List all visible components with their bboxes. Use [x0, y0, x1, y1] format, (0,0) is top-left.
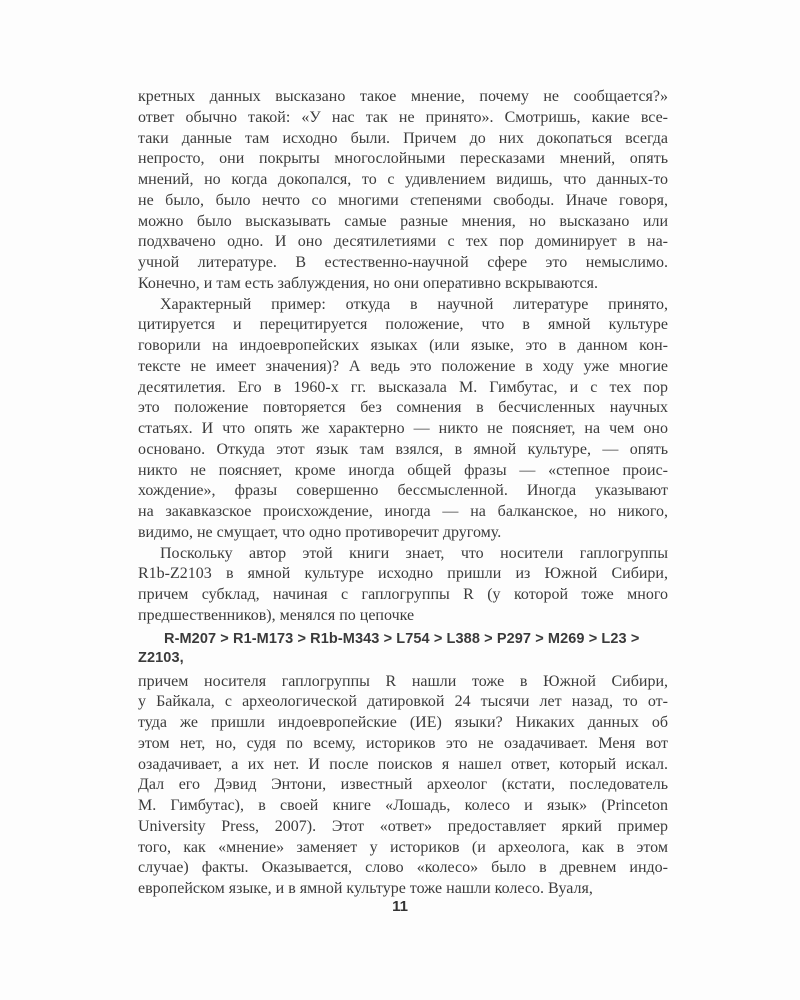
text-line: причем носителя гаплогруппы R нашли тоже в Южной Сибири,: [138, 672, 668, 690]
text-line: случае) факты. Оказывается, слово «колесо» было в древнем индо-: [138, 859, 668, 877]
page-text: [138, 87, 668, 900]
text-line: R1b-Z2103 в ямной культуре исходно пришли из Южной Сибири,: [138, 565, 668, 583]
text-line: туда же пришли индоевропейские (ИЕ) языки? Никаких данных об: [138, 714, 668, 731]
text-line: можно было высказывать самые разные мнения, но высказано или: [138, 212, 668, 230]
paragraph: [138, 544, 668, 627]
text-line: предшественников), менялся по цепочке: [138, 606, 415, 624]
text-line: причем субклад, начиная с гаплогруппы R (у которой тоже много: [138, 586, 668, 603]
text-line: видимо, не смущает, что одно противоречит другому.: [138, 523, 502, 541]
text-line: европейском языке, и в ямной культуре тоже нашли колесо. Вуаля,: [138, 880, 593, 897]
text-line: это положение повторяется без сомнения в бесчисленных научных: [138, 399, 668, 417]
text-line: не было, было нечто со многими степенями свободы. Иначе говоря,: [138, 191, 668, 209]
text-line: основано. Откуда этот язык там взялся, в ямной культуре, — опять: [138, 440, 668, 458]
text-line: таки данные там исходно были. Причем до них докопаться всегда: [138, 129, 668, 147]
text-line: на закавказское происхождение, иногда — на балканское, но никого,: [138, 503, 668, 520]
paragraph: [138, 295, 668, 544]
text-line: десятилетия. Его в 1960-х гг. высказала М. Гимбутас, и с тех пор: [138, 378, 668, 396]
text-line: Дал его Дэвид Энтони, известный археолог (кстати, последователь: [138, 776, 668, 794]
text-line: М. Гимбутас), в своей книге «Лошадь, колесо и язык» (Princeton: [138, 797, 668, 814]
text-line: ответ обычно такой: «У нас так не принято». Смотришь, какие все-: [138, 108, 668, 126]
text-line: кретных данных высказано такое мнение, почему не сообщается?»: [138, 88, 668, 105]
text-line: R-M207 > R1-M173 > R1b-M343 > L754 > L388 > P297 > M269 > L23 > Z2103,: [138, 630, 640, 666]
text-line: хождение», фразы совершенно бессмысленной. Иногда указывают: [138, 482, 668, 500]
text-line: мнений, но когда докопался, то с удивлением видишь, что данных-то: [138, 171, 668, 188]
text-line: учной литературе. В естественно-научной сфере это немыслимо.: [138, 254, 668, 271]
text-line: того, как «мнение» заменяет у историков (и археолога, как в этом: [138, 838, 668, 856]
text-line: этом нет, но, судя по всему, историков это не озадачивает. Меня вот: [138, 734, 668, 752]
text-line: озадачивает, а их нет. И после поисков я нашел ответ, который искал.: [138, 755, 668, 773]
text-line: никто не поясняет, кроме иногда общей фразы — «степное проис-: [138, 461, 668, 479]
text-line: подхвачено одно. И оно десятилетиями с тех пор доминирует в на-: [138, 233, 668, 251]
text-line: непросто, они покрыты многослойными пересказами мнений, опять: [138, 150, 668, 168]
text-line: тексте не имеет значения)? А ведь это положение в ходу уже многие: [138, 357, 668, 375]
text-line: цитируется и перецитируется положение, что в ямной культуре: [138, 316, 668, 334]
haplogroup-chain: [138, 630, 668, 668]
paragraph: [138, 87, 668, 295]
text-line: говорили на индоевропейских языках (или языке, это в данном кон-: [138, 337, 668, 354]
text-line: Характерный пример: откуда в научной литературе принято,: [160, 295, 668, 313]
text-line: Конечно, и там есть заблуждения, но они оперативно вскрываются.: [138, 274, 598, 292]
text-line: Поскольку автор этой книги знает, что носители гаплогруппы: [160, 544, 668, 562]
page-number: 11: [392, 898, 408, 915]
text-line: University Press, 2007). Этот «ответ» предоставляет яркий пример: [138, 817, 668, 835]
text-line: статьях. И что опять же характерно — никто не поясняет, на чем оно: [138, 420, 668, 437]
paragraph: [138, 672, 668, 900]
text-line: у Байкала, с археологической датировкой 24 тысячи лет назад, то от-: [138, 693, 668, 711]
